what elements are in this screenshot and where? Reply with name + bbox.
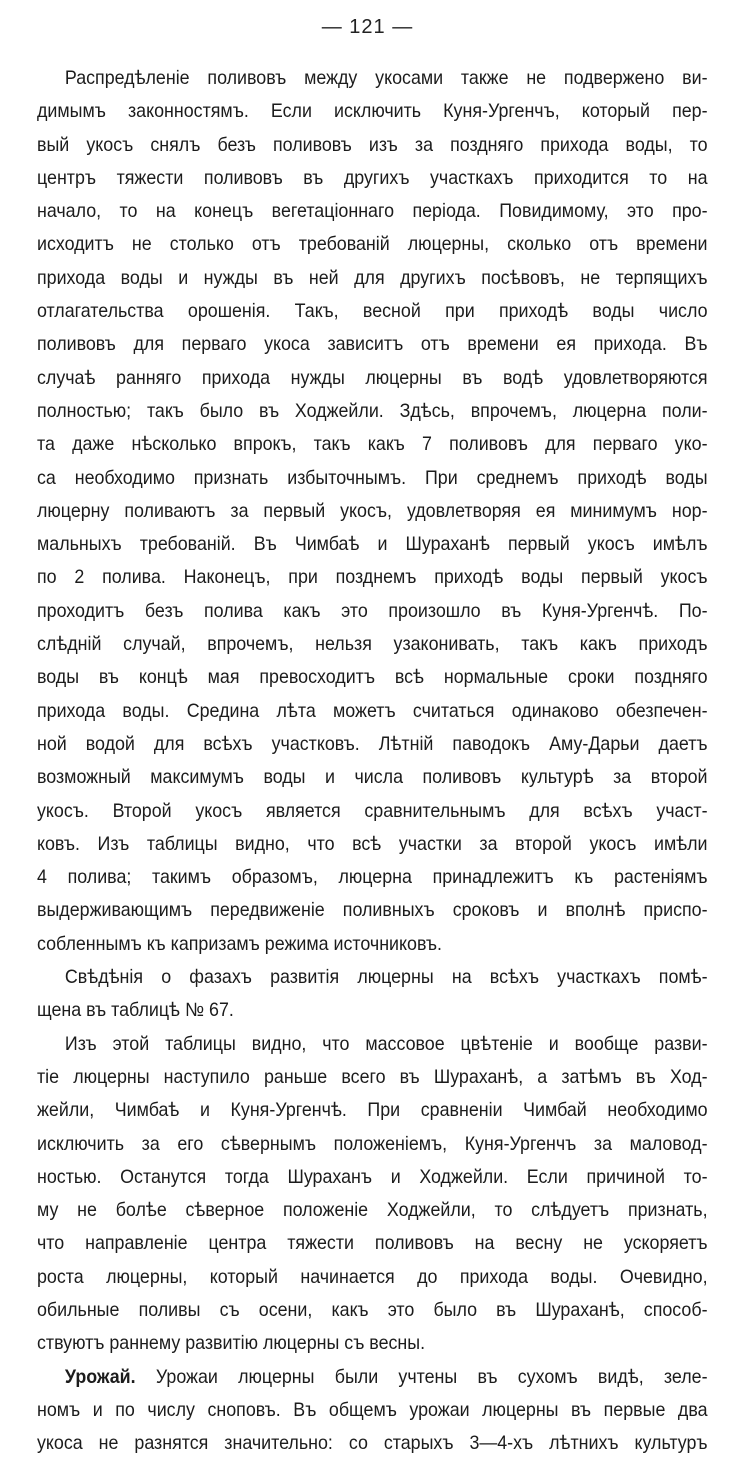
- text-line: Распредѣленіе поливовъ между укосами также не подвержено ви-: [64, 68, 708, 89]
- text-line: ствуютъ раннему развитію люцерны съ весны.: [37, 1333, 426, 1355]
- body-text: [37, 62, 708, 1460]
- text-fragment: Урожаи люцерны были учтены въ сухомъ видѣ, зеле-: [135, 1366, 708, 1388]
- page-number: — 121 —: [321, 16, 414, 38]
- text-line: ной водой для всѣхъ участковъ. Лѣтній паводокъ Аму-Дарьи даетъ: [37, 733, 708, 755]
- text-line: возможный максимумъ воды и числа поливовъ культурѣ за второй: [37, 767, 708, 789]
- section-heading-harvest: Урожай.: [64, 1366, 136, 1388]
- text-line: отлагательства орошенія. Такъ, весной при приходѣ воды число: [37, 301, 708, 323]
- text-line: люцерну поливаютъ за первый укосъ, удовлетворяя ея минимумъ нор-: [37, 500, 708, 522]
- text-line: мальныхъ требованій. Въ Чимбаѣ и Шураханѣ первый укосъ имѣлъ: [37, 534, 708, 556]
- text-line: укоса не разнятся значительно: со старыхъ 3—4-хъ лѣтнихъ культуръ: [37, 1433, 708, 1455]
- text-line: собленнымъ къ капризамъ режима источниковъ.: [37, 933, 442, 955]
- text-line: вый укосъ снялъ безъ поливовъ изъ за поздняго прихода воды, то: [37, 134, 708, 156]
- text-line: жейли, Чимбаѣ и Куня-Ургенчѣ. При сравненіи Чимбай необходимо: [37, 1100, 708, 1122]
- text-line: Изъ этой таблицы видно, что массовое цвѣтеніе и вообще разви-: [64, 1033, 708, 1055]
- text-line: та даже нѣсколько впрокъ, такъ какъ 7 поливовъ для перваго уко-: [37, 434, 708, 456]
- text-line: что направленіе центра тяжести поливовъ на весну не ускоряетъ: [37, 1233, 708, 1255]
- text-line: ностью. Останутся тогда Шураханъ и Ходжейли. Если причиной то-: [37, 1166, 708, 1188]
- text-line: начало, то на конецъ вегетаціоннаго періода. Повидимому, это про-: [37, 201, 708, 223]
- text-line: слѣдній случай, впрочемъ, нельзя узаконивать, такъ какъ приходъ: [37, 634, 708, 656]
- text-line: полностью; такъ было въ Ходжейли. Здѣсь, впрочемъ, люцерна поли-: [37, 400, 708, 422]
- text-line: номъ и по числу сноповъ. Въ общемъ урожаи люцерны въ первые два: [37, 1399, 708, 1421]
- text-line: димымъ законностямъ. Если исключить Куня-Ургенчъ, который пер-: [37, 101, 708, 123]
- text-line: прихода воды и нужды въ ней для другихъ посѣвовъ, не терпящихъ: [37, 267, 708, 289]
- text-line: обильные поливы съ осени, какъ это было въ Шураханѣ, способ-: [37, 1299, 708, 1321]
- paragraph-flowering-analysis: [37, 1028, 708, 1361]
- text-line: поливовъ для перваго укоса зависитъ отъ времени ея прихода. Въ: [37, 334, 708, 356]
- text-line: щена въ таблицѣ № 67.: [37, 1000, 234, 1022]
- text-line: проходитъ безъ полива какъ это произошло въ Куня-Ургенчѣ. По-: [37, 600, 708, 622]
- text-line: исходитъ не столько отъ требованій люцерны, сколько отъ времени: [37, 234, 708, 256]
- text-line: воды въ концѣ мая превосходитъ всѣ нормальные сроки поздняго: [37, 667, 708, 689]
- text-line: случаѣ ранняго прихода нужды люцерны въ водѣ удовлетворяются: [37, 367, 708, 389]
- paragraph-development-phases: [37, 961, 708, 1028]
- text-line: му не болѣе сѣверное положеніе Ходжейли, то слѣдуетъ признать,: [37, 1200, 708, 1222]
- text-line: исключить за его сѣвернымъ положеніемъ, Куня-Ургенчъ за маловод-: [37, 1133, 708, 1155]
- text-line: по 2 полива. Наконецъ, при позднемъ приходѣ воды первый укосъ: [37, 567, 708, 589]
- text-line: центръ тяжести поливовъ въ другихъ участкахъ приходится то на: [37, 167, 708, 189]
- text-line: прихода воды. Средина лѣта можетъ считаться одинаково обезпечен-: [37, 700, 708, 722]
- text-line: выдерживающимъ передвиженіе поливныхъ сроковъ и вполнѣ приспо-: [37, 900, 708, 922]
- text-line: са необходимо признать избыточнымъ. При среднемъ приходѣ воды: [37, 467, 708, 489]
- text-line: ковъ. Изъ таблицы видно, что всѣ участки за второй укосъ имѣли: [37, 833, 708, 855]
- text-line: роста люцерны, который начинается до прихода воды. Очевидно,: [37, 1266, 708, 1288]
- paragraph-irrigation-distribution: [37, 62, 708, 961]
- text-line: 4 полива; такимъ образомъ, люцерна принадлежитъ къ растеніямъ: [37, 867, 708, 889]
- text-line: укосъ. Второй укосъ является сравнительнымъ для всѣхъ участ-: [37, 800, 708, 822]
- text-line: [37, 1361, 708, 1394]
- text-line: Свѣдѣнія о фазахъ развитія люцерны на всѣхъ участкахъ помѣ-: [64, 967, 708, 989]
- text-line: тіе люцерны наступило раньше всего въ Шураханѣ, а затѣмъ въ Ход-: [37, 1066, 708, 1088]
- paragraph-harvest: [37, 1361, 708, 1460]
